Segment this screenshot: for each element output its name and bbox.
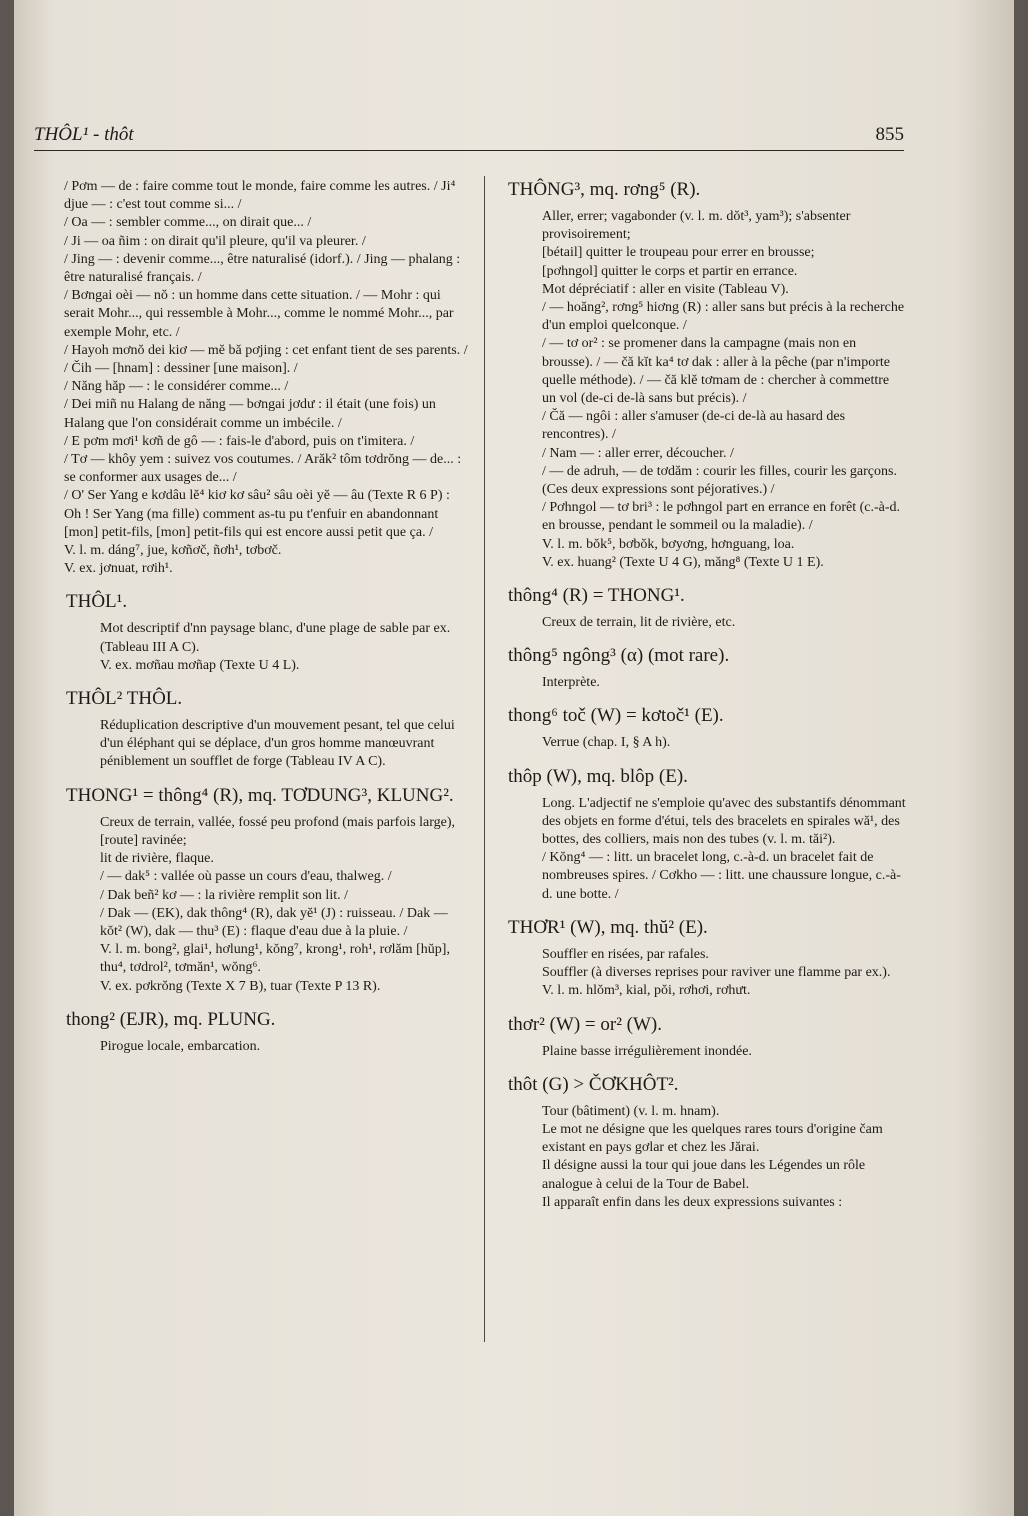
page-number: 855: [875, 124, 904, 145]
entry-line: [pơhngol] quitter le corps et partir en errance.: [542, 263, 798, 279]
entry-line: Réduplication descriptive d'un mouvement pesant, tel que celui d'un éléphant qui se déplace, d'un gros homme manœuvrant péniblement un soufflet de forge (Tableau IV A C).: [100, 718, 455, 770]
entry-line: Il apparaît enfin dans les deux expressions suivantes :: [542, 1194, 843, 1210]
entry-body: [506, 614, 906, 632]
dictionary-entry: [506, 1013, 906, 1061]
headword: THÔL² THÔL.: [66, 688, 183, 710]
entry-line: Mot descriptif d'nn paysage blanc, d'une plage de sable par ex. (Tableau III A C).: [100, 621, 451, 655]
dictionary-entry: [506, 1073, 906, 1212]
entry-line: Creux de terrain, vallée, fossé peu profond (mais parfois large), [route] ravinée;: [100, 814, 456, 848]
headword: THƠR¹ (W), mq. thŭ² (E).: [508, 916, 708, 938]
entry-body: [64, 814, 470, 996]
book-page: [14, 0, 1014, 1516]
headword: thong⁶ toč (W) = kơtoč¹ (E).: [508, 705, 724, 727]
entry-line: V. ex. huang² (Texte U 4 G), măng⁸ (Texte U 1 E).: [542, 554, 824, 570]
running-title: THÔL¹ - thôt: [34, 124, 134, 145]
entry-line: / — tơ or² : se promener dans la campagne (mais non en brousse). / — čă kĭt ka⁴ tơ dak : aller à la pêche (par n'importe quelle méthode). / — čă klĕ tơmam de : chercher à commettre un vol (de-ci de-là sans but précis). /: [542, 336, 890, 407]
page-header: [34, 124, 904, 151]
entry-line: V. l. m. hlŏm³, kial, pŏi, rơhơi, rơhưt.: [542, 983, 751, 999]
entry-line: V. l. m. bong², glai¹, hơlung¹, kŏng⁷, krong¹, roh¹, rơlăm [hŭp], thu⁴, tơdrol², tơmăn¹, wŏng⁶.: [100, 942, 450, 976]
entry-line: Long. L'adjectif ne s'emploie qu'avec des substantifs dénommant des objets en forme d'étui, tels des bracelets en spirales wă¹, des bottes, des colliers, mais non des tubes (v. l. m. tăi²).: [542, 795, 906, 848]
column-divider: [484, 176, 485, 1342]
entry-body: [506, 1043, 906, 1061]
entry-line: / Jing — : devenir comme..., être naturalisé (idorf.). / Jing — phalang : être naturalisé français. /: [64, 251, 461, 286]
entry-body: [506, 1103, 906, 1212]
entry-body: [506, 674, 906, 692]
entry-line: Souffler en risées, par rafales.: [542, 946, 709, 962]
entry-line: / O' Ser Yang e kơdâu lĕ⁴ kiơ kơ sâu² sâu oèi yĕ — âu (Texte R 6 P) : Oh ! Ser Yang (ma fille) comment as-tu pu t'enfuir en abandonnant [mon] petit-fils, [mon] petit-fils qui est encore aussi petit que ça. /: [64, 488, 450, 540]
entry-line: [bétail] quitter le troupeau pour errer en brousse;: [542, 245, 815, 261]
entry-line: / Kŏng⁴ — : litt. un bracelet long, c.-à-d. un bracelet fait de nombreuses spires. / Cơkho — : litt. une chaussure longue, c.-à-d. une botte. /: [542, 850, 901, 902]
entry-line: Pirogue locale, embarcation.: [100, 1038, 261, 1054]
entry-line: / Năng hăp — : le considérer comme... /: [64, 379, 289, 395]
entry-line: / E pơm mơi¹ kơñ de gô — : fais-le d'abord, puis on t'imitera. /: [64, 433, 415, 449]
dictionary-entry: [64, 1008, 470, 1056]
entry-body: [506, 734, 906, 752]
entry-line: V. l. m. dáng⁷, jue, kơñơč, ñơh¹, tơbơč.: [64, 543, 282, 559]
dictionary-entry: [506, 644, 906, 692]
entry-line: V. ex. pơkrŏng (Texte X 7 B), tuar (Texte P 13 R).: [100, 978, 381, 994]
entry-line: Plaine basse irrégulièrement inondée.: [542, 1043, 752, 1059]
continued-entry: [64, 178, 470, 578]
entry-body: [64, 1038, 470, 1056]
entry-body: [506, 795, 906, 904]
headword: THÔL¹.: [66, 591, 128, 613]
headword: thông⁵ ngông³ (α) (mot rare).: [508, 645, 730, 667]
entry-line: / Dak beñ² kơ — : la rivière remplit son lit. /: [100, 887, 348, 903]
entry-line: / Pơhngol — tơ bri³ : le pơhngol part en errance en forêt (c.-à-d. en brousse, pendant le sommeil ou la maladie). /: [542, 500, 901, 534]
dictionary-entry: [64, 687, 470, 772]
headword: THONG¹ = thông⁴ (R), mq. TƠDUNG³, KLUNG².: [66, 784, 454, 806]
headword: thôp (W), mq. blôp (E).: [508, 765, 688, 787]
entry-line: Le mot ne désigne que les quelques rares tours d'origine čam existant en pays gơlar et chez les Jărai.: [542, 1121, 883, 1156]
entry-line: / Dei miñ nu Halang de năng — bơngai jơdư : il était (une fois) un Halang que l'on considérait comme un imbécile. /: [64, 397, 436, 431]
entry-line: lit de rivière, flaque.: [100, 851, 214, 867]
entry-body: [64, 620, 470, 675]
right-column: [506, 178, 906, 1224]
entry-line: / — hoăng², rơng⁵ hiơng (R) : aller sans but précis à la recherche d'un emploi quelconque. /: [542, 300, 905, 334]
entry-line: / — de adruh, — de tơdăm : courir les filles, courir les garçons. (Ces deux expressions sont péjoratives.) /: [542, 463, 897, 498]
entry-line: / Nam — : aller errer, découcher. /: [542, 445, 734, 461]
entry-line: Creux de terrain, lit de rivière, etc.: [542, 615, 736, 631]
entry-line: Interprète.: [542, 675, 600, 691]
left-column: [64, 178, 470, 1068]
entry-line: / Dak — (EK), dak thông⁴ (R), dak yĕ¹ (J) : ruisseau. / Dak — kŏt² (W), dak — thu³ (E) : flaque d'eau due à la pluie. /: [100, 905, 448, 939]
headword: THÔNG³, mq. rơng⁵ (R).: [508, 179, 701, 200]
entry-body: [506, 208, 906, 572]
dictionary-entry: [506, 178, 906, 572]
entry-line: / Bơngai oèi — nŏ : un homme dans cette situation. / — Mohr : qui serait Mohr..., qui ressemble à Mohr..., comme le nommé Mohr..., par exemple Mohr, etc. /: [64, 288, 454, 340]
entry-line: V. ex. jơnuat, rơih¹.: [64, 561, 173, 577]
entry-body: [506, 946, 906, 1001]
dictionary-entry: [506, 584, 906, 632]
entry-line: / Čă — ngôi : aller s'amuser (de-ci de-là au hasard des rencontres). /: [542, 409, 846, 443]
headword: thôt (G) > ČƠKHÔT².: [508, 1073, 679, 1095]
entry-line: / Oa — : sembler comme..., on dirait que... /: [64, 215, 312, 231]
entry-line: / Hayoh mơnŏ dei kiơ — mĕ bă pơjing : cet enfant tient de ses parents. /: [64, 342, 468, 358]
headword: thông⁴ (R) = THONG¹.: [508, 585, 685, 607]
dictionary-entry: [64, 590, 470, 675]
entry-line: V. l. m. bŏk⁵, bơbŏk, bơyơng, hơnguang, loa.: [542, 536, 795, 552]
entry-line: / Tơ — khôy yem : suivez vos coutumes. / Arăk² tôm tơdrŏng — de... : se conformer aux usages de... /: [64, 452, 462, 486]
entry-line: / Čih — [hnam] : dessiner [une maison]. /: [64, 361, 298, 377]
dictionary-entry: [64, 784, 470, 996]
dictionary-entry: [506, 704, 906, 752]
entry-body: [64, 717, 470, 772]
entry-line: / Ji — oa ñim : on dirait qu'il pleure, qu'il va pleurer. /: [64, 233, 366, 249]
entry-line: Aller, errer; vagabonder (v. l. m. dŏt³, yam³); s'absenter provisoirement;: [542, 209, 851, 243]
entry-line: Mot dépréciatif : aller en visite (Tableau V).: [542, 281, 789, 297]
entry-line: / — dak⁵ : vallée où passe un cours d'eau, thalweg. /: [100, 869, 392, 885]
entry-line: Tour (bâtiment) (v. l. m. hnam).: [542, 1103, 720, 1119]
entry-line: Verrue (chap. I, § A h).: [542, 735, 671, 751]
entry-line: V. ex. mơñau mơñap (Texte U 4 L).: [100, 657, 300, 673]
headword: thong² (EJR), mq. PLUNG.: [66, 1008, 276, 1030]
entry-line: / Pơm — de : faire comme tout le monde, faire comme les autres. / Ji⁴ djue — : c'est tout comme si... /: [64, 179, 456, 213]
dictionary-entry: [506, 765, 906, 904]
entry-line: Souffler (à diverses reprises pour raviver une flamme par ex.).: [542, 965, 891, 981]
headword: thơr² (W) = or² (W).: [508, 1013, 663, 1035]
dictionary-entry: [506, 916, 906, 1001]
entry-line: Il désigne aussi la tour qui joue dans les Légendes un rôle analogue à celui de la Tour de Babel.: [542, 1158, 866, 1192]
